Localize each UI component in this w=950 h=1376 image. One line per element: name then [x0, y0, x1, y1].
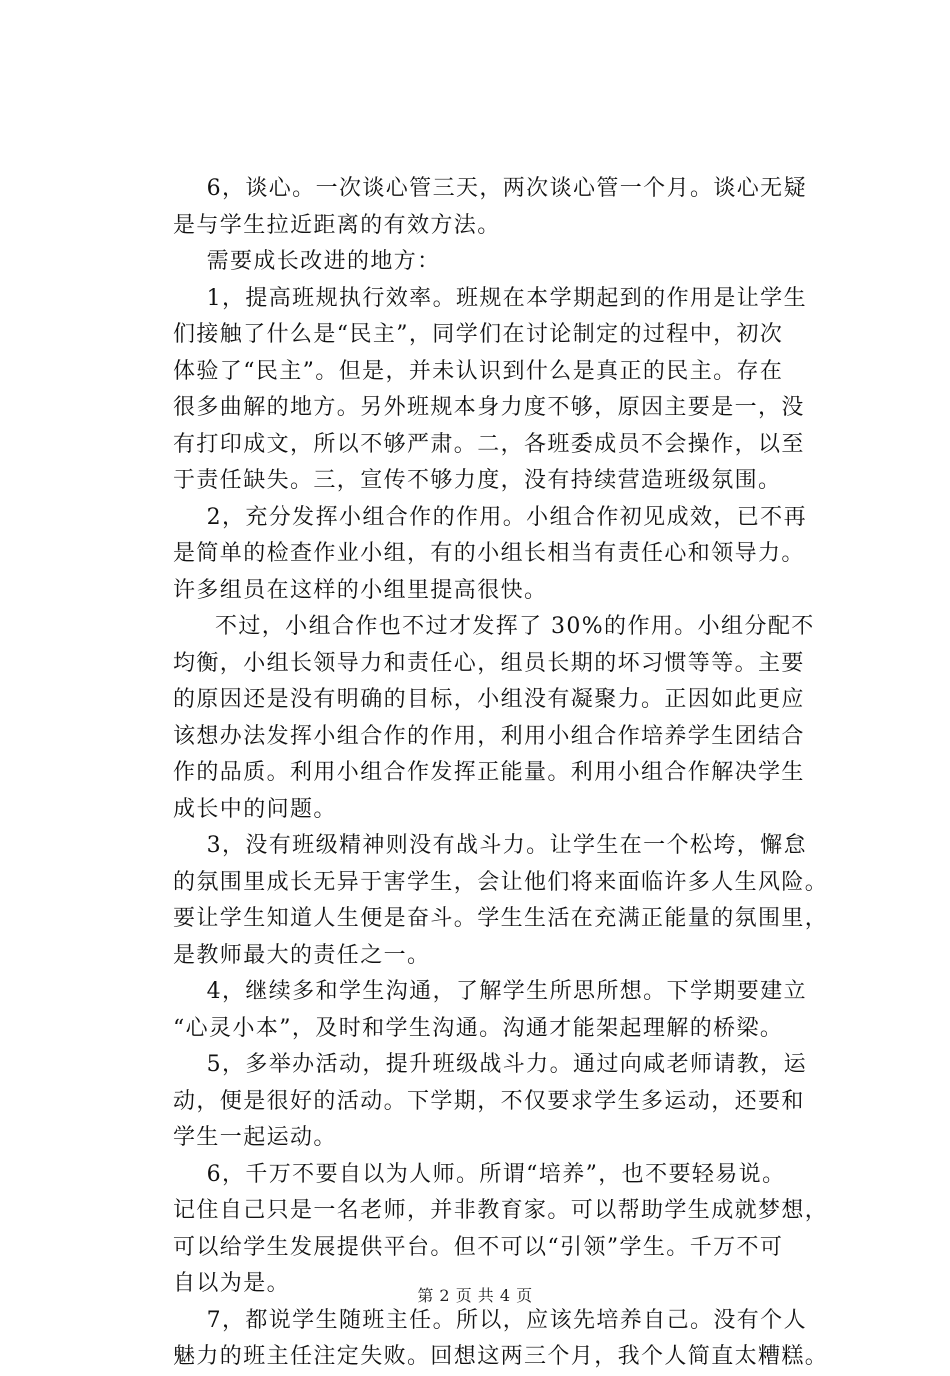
text-line: 的原因还是没有明确的目标，小组没有凝聚力。正因如此更应: [173, 687, 805, 712]
text-line: 自以为是。: [173, 1271, 291, 1296]
text-line: 动，便是很好的活动。下学期，不仅要求学生多运动，还要和: [173, 1088, 805, 1114]
text-line: 作的品质。利用小组合作发挥正能量。利用小组合作解决学生: [173, 760, 805, 785]
text-line: 3，没有班级精神则没有战斗力。让学生在一个松垮，懈怠: [173, 833, 807, 858]
text-line: 均衡，小组长领导力和责任心，组员长期的坏习惯等等。主要: [173, 650, 805, 676]
text-line: 有打印成文，所以不够严肃。二，各班委成员不会操作，以至: [173, 431, 805, 457]
text-line: 6，谈心。一次谈心管三天，两次谈心管一个月。谈心无疑: [173, 176, 807, 201]
text-line: 是与学生拉近距离的有效方法。: [173, 212, 501, 238]
text-line: 5，多举办活动，提升班级战斗力。通过向咸老师请教，运: [173, 1052, 807, 1077]
text-line: 的氛围里成长无异于害学生，会让他们将来面临许多人生风险。: [173, 869, 829, 895]
text-line: “心灵小本”，及时和学生沟通。沟通才能架起理解的桥梁。: [173, 1015, 784, 1041]
text-line: 们接触了什么是“民主”，同学们在讨论制定的过程中，初次: [173, 322, 784, 347]
text-line: 4，继续多和学生沟通，了解学生所思所想。下学期要建立: [173, 979, 807, 1004]
text-line: 6，千万不要自以为人师。所谓“培养”，也不要轻易说。: [173, 1161, 786, 1187]
text-line: 需要成长改进的地方：: [173, 249, 441, 274]
document-body: [173, 171, 833, 1376]
page-footer: 第 2 页 共 4 页: [417, 1286, 533, 1305]
text-line: 成长中的问题。: [173, 796, 337, 822]
text-line: 魅力的班主任注定失败。回想这两三个月，我个人简直太糟糕。: [173, 1344, 829, 1369]
text-line: 于责任缺失。三，宣传不够力度，没有持续营造班级氛围。: [173, 468, 782, 493]
text-line: 不过，小组合作也不过才发挥了 30%的作用。小组分配不: [173, 614, 815, 639]
text-line: 1，提高班规执行效率。班规在本学期起到的作用是让学生: [173, 285, 807, 311]
text-line: 体验了“民主”。但是，并未认识到什么是真正的民主。存在: [173, 358, 784, 384]
text-line: 该想办法发挥小组合作的作用，利用小组合作培养学生团结合: [173, 723, 805, 749]
text-line: 7，都说学生随班主任。所以，应该先培养自己。没有个人: [173, 1307, 807, 1333]
text-line: 是教师最大的责任之一。: [173, 942, 431, 968]
text-line: 记住自己只是一名老师，并非教育家。可以帮助学生成就梦想，: [173, 1198, 829, 1223]
text-line: 是简单的检查作业小组，有的小组长相当有责任心和领导力。: [173, 541, 805, 566]
text-line: 2，充分发挥小组合作的作用。小组合作初见成效，已不再: [173, 504, 807, 530]
text-line: 很多曲解的地方。另外班规本身力度不够，原因主要是一，没: [173, 395, 805, 420]
text-line: 许多组员在这样的小组里提高很快。: [173, 577, 548, 603]
text-line: 学生一起运动。: [173, 1125, 337, 1150]
text-line: 可以给学生发展提供平台。但不可以“引领”学生。千万不可: [173, 1234, 784, 1260]
text-line: 要让学生知道人生便是奋斗。学生生活在充满正能量的氛围里，: [173, 906, 829, 931]
